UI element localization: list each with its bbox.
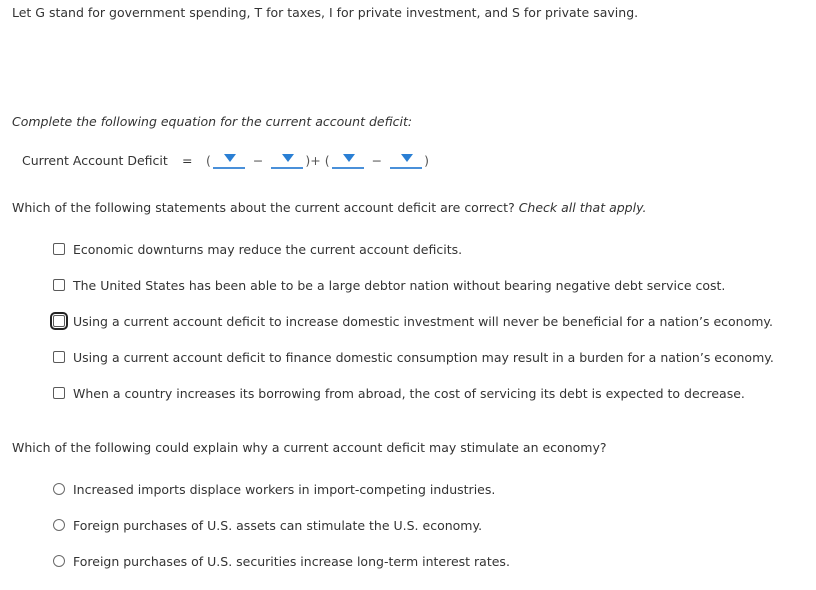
radio-button[interactable] bbox=[53, 555, 65, 567]
radio-label: Foreign purchases of U.S. securities increase long-term interest rates. bbox=[73, 553, 510, 569]
minus-sign: − bbox=[252, 152, 264, 168]
radio-button[interactable] bbox=[53, 483, 65, 495]
radio-option[interactable] bbox=[53, 552, 510, 570]
question-1-text: Which of the following statements about the current account deficit are correct? bbox=[12, 200, 515, 215]
chevron-down-icon bbox=[401, 154, 413, 162]
checkbox-option[interactable] bbox=[53, 348, 774, 366]
minus-sign: − bbox=[371, 152, 383, 168]
close-paren: ) bbox=[424, 152, 429, 168]
question-2-text: Which of the following could explain why a current account deficit may stimulate an economy? bbox=[12, 440, 607, 455]
open-paren: ( bbox=[206, 152, 211, 168]
equation-prompt: Complete the following equation for the current account deficit: bbox=[12, 114, 413, 129]
checkbox-label: Using a current account deficit to finance domestic consumption may result in a burden for a nation’s economy. bbox=[73, 349, 774, 365]
checkbox-option[interactable] bbox=[53, 276, 725, 294]
equation-dropdown-2[interactable] bbox=[271, 151, 303, 169]
checkbox-option[interactable] bbox=[53, 240, 462, 258]
radio-label: Increased imports displace workers in import-competing industries. bbox=[73, 481, 496, 497]
equation-dropdown-4[interactable] bbox=[390, 151, 422, 169]
equation-label: Current Account Deficit bbox=[22, 152, 168, 168]
equation-dropdown-3[interactable] bbox=[332, 151, 364, 169]
radio-option[interactable] bbox=[53, 516, 482, 534]
equation-dropdown-1[interactable] bbox=[213, 151, 245, 169]
close-plus-open: )+ ( bbox=[305, 152, 330, 168]
checkbox[interactable] bbox=[53, 315, 65, 327]
chevron-down-icon bbox=[224, 154, 236, 162]
question-1-hint: Check all that apply. bbox=[518, 200, 647, 215]
radio-button[interactable] bbox=[53, 519, 65, 531]
checkbox-label: The United States has been able to be a large debtor nation without bearing negative debt service cost. bbox=[73, 277, 726, 293]
checkbox[interactable] bbox=[53, 387, 65, 399]
equation-row bbox=[22, 150, 429, 170]
checkbox-option[interactable] bbox=[53, 312, 773, 330]
chevron-down-icon bbox=[282, 154, 294, 162]
radio-label: Foreign purchases of U.S. assets can stimulate the U.S. economy. bbox=[73, 517, 483, 533]
checkbox-label: Economic downturns may reduce the current account deficits. bbox=[73, 241, 463, 257]
intro-text: Let G stand for government spending, T for taxes, I for private investment, and S for private saving. bbox=[12, 5, 639, 20]
equals-sign: = bbox=[182, 152, 193, 168]
radio-option[interactable] bbox=[53, 480, 495, 498]
chevron-down-icon bbox=[343, 154, 355, 162]
checkbox-label: When a country increases its borrowing from abroad, the cost of servicing its debt is expected to decrease. bbox=[73, 385, 745, 401]
checkbox[interactable] bbox=[53, 243, 65, 255]
checkbox[interactable] bbox=[53, 279, 65, 291]
question-1 bbox=[12, 200, 646, 215]
checkbox-option[interactable] bbox=[53, 384, 745, 402]
checkbox[interactable] bbox=[53, 351, 65, 363]
checkbox-label: Using a current account deficit to increase domestic investment will never be beneficial for a nation’s economy. bbox=[73, 313, 773, 329]
